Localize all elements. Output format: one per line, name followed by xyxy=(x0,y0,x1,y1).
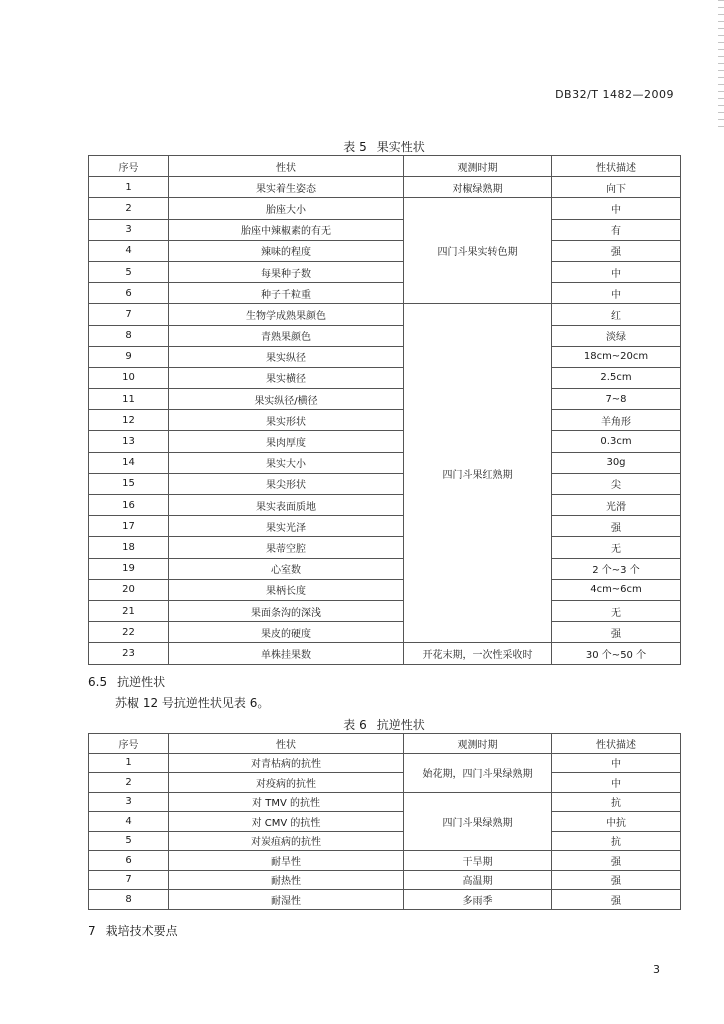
table-row xyxy=(89,851,681,871)
column-header: 观测时期 xyxy=(404,156,552,177)
page-number: 3 xyxy=(653,963,660,976)
table-row xyxy=(89,516,681,537)
description-cell: 羊角形 xyxy=(552,410,681,431)
table-row xyxy=(89,219,681,240)
row-number: 2 xyxy=(89,773,169,793)
row-number: 10 xyxy=(89,367,169,388)
section-title: 抗逆性状 xyxy=(117,675,166,689)
trait-cell: 每果种子数 xyxy=(169,261,404,282)
table-row xyxy=(89,600,681,621)
trait-cell: 果肉厚度 xyxy=(169,431,404,452)
description-cell: 向下 xyxy=(552,177,681,198)
section-heading-6-5 xyxy=(88,673,165,690)
row-number: 6 xyxy=(89,851,169,871)
description-cell: 中 xyxy=(552,283,681,304)
section-number: 6.5 xyxy=(88,675,108,689)
section-heading-7 xyxy=(88,922,178,939)
row-number: 11 xyxy=(89,389,169,410)
trait-cell: 果面条沟的深浅 xyxy=(169,600,404,621)
description-cell: 中 xyxy=(552,753,681,773)
trait-cell: 胎座中辣椒素的有无 xyxy=(169,219,404,240)
row-number: 7 xyxy=(89,870,169,890)
row-number: 5 xyxy=(89,261,169,282)
description-cell: 2 个~3 个 xyxy=(552,558,681,579)
table6-title: 抗逆性状 xyxy=(376,718,425,732)
table5-number: 表 5 xyxy=(343,140,367,154)
row-number: 17 xyxy=(89,516,169,537)
trait-cell: 对 TMV 的抗性 xyxy=(169,792,404,812)
trait-cell: 对炭疽病的抗性 xyxy=(169,831,404,851)
table5 xyxy=(88,155,681,665)
description-cell: 光滑 xyxy=(552,495,681,516)
trait-cell: 单株挂果数 xyxy=(169,643,404,664)
description-cell: 有 xyxy=(552,219,681,240)
row-number: 9 xyxy=(89,346,169,367)
trait-cell: 果柄长度 xyxy=(169,579,404,600)
trait-cell: 果实光泽 xyxy=(169,516,404,537)
row-number: 1 xyxy=(89,177,169,198)
table-row xyxy=(89,870,681,890)
row-number: 14 xyxy=(89,452,169,473)
trait-cell: 胎座大小 xyxy=(169,198,404,219)
row-number: 12 xyxy=(89,410,169,431)
table-row xyxy=(89,261,681,282)
description-cell: 抗 xyxy=(552,792,681,812)
table-row xyxy=(89,495,681,516)
trait-cell: 耐湿性 xyxy=(169,890,404,910)
row-number: 4 xyxy=(89,812,169,832)
row-number: 8 xyxy=(89,325,169,346)
row-number: 16 xyxy=(89,495,169,516)
table-row xyxy=(89,177,681,198)
description-cell: 强 xyxy=(552,890,681,910)
table-row xyxy=(89,240,681,261)
table-row xyxy=(89,537,681,558)
trait-cell: 果实横径 xyxy=(169,367,404,388)
row-number: 13 xyxy=(89,431,169,452)
scan-edge-marks xyxy=(718,0,724,130)
section-number: 7 xyxy=(88,924,96,938)
table-header-row xyxy=(89,156,681,177)
row-number: 23 xyxy=(89,643,169,664)
description-cell: 强 xyxy=(552,851,681,871)
row-number: 20 xyxy=(89,579,169,600)
column-header: 性状描述 xyxy=(552,156,681,177)
trait-cell: 果皮的硬度 xyxy=(169,622,404,643)
row-number: 19 xyxy=(89,558,169,579)
table-row xyxy=(89,452,681,473)
column-header: 序号 xyxy=(89,156,169,177)
table-row xyxy=(89,367,681,388)
table-row xyxy=(89,304,681,325)
table-row xyxy=(89,753,681,773)
description-cell: 红 xyxy=(552,304,681,325)
column-header: 序号 xyxy=(89,734,169,754)
description-cell: 无 xyxy=(552,600,681,621)
description-cell: 中 xyxy=(552,261,681,282)
table-row xyxy=(89,812,681,832)
period-cell: 四门斗果红熟期 xyxy=(404,304,552,643)
description-cell: 强 xyxy=(552,870,681,890)
row-number: 6 xyxy=(89,283,169,304)
trait-cell: 果实纵径/横径 xyxy=(169,389,404,410)
period-cell: 四门斗果绿熟期 xyxy=(404,792,552,851)
trait-cell: 对疫病的抗性 xyxy=(169,773,404,793)
trait-cell: 果实纵径 xyxy=(169,346,404,367)
table-header-row xyxy=(89,734,681,754)
trait-cell: 果实着生姿态 xyxy=(169,177,404,198)
description-cell: 强 xyxy=(552,622,681,643)
table-row xyxy=(89,643,681,664)
description-cell: 4cm~6cm xyxy=(552,579,681,600)
table-row xyxy=(89,890,681,910)
section-paragraph: 苏椒 12 号抗逆性状见表 6。 xyxy=(115,696,270,710)
row-number: 5 xyxy=(89,831,169,851)
table6 xyxy=(88,733,681,910)
table-row xyxy=(89,831,681,851)
description-cell: 中 xyxy=(552,773,681,793)
description-cell: 2.5cm xyxy=(552,367,681,388)
row-number: 18 xyxy=(89,537,169,558)
trait-cell: 果实形状 xyxy=(169,410,404,431)
trait-cell: 果实表面质地 xyxy=(169,495,404,516)
description-cell: 0.3cm xyxy=(552,431,681,452)
row-number: 3 xyxy=(89,219,169,240)
table6-caption xyxy=(88,716,680,733)
row-number: 22 xyxy=(89,622,169,643)
table-row xyxy=(89,473,681,494)
column-header: 性状描述 xyxy=(552,734,681,754)
description-cell: 中抗 xyxy=(552,812,681,832)
period-cell: 始花期，四门斗果绿熟期 xyxy=(404,753,552,792)
period-cell: 干旱期 xyxy=(404,851,552,871)
standard-code: DB32/T 1482—2009 xyxy=(555,88,674,101)
trait-cell: 耐热性 xyxy=(169,870,404,890)
row-number: 21 xyxy=(89,600,169,621)
trait-cell: 果尖形状 xyxy=(169,473,404,494)
description-cell: 中 xyxy=(552,198,681,219)
trait-cell: 心室数 xyxy=(169,558,404,579)
description-cell: 强 xyxy=(552,240,681,261)
description-cell: 30 个~50 个 xyxy=(552,643,681,664)
description-cell: 无 xyxy=(552,537,681,558)
table-row xyxy=(89,346,681,367)
table5-caption xyxy=(88,138,680,155)
period-cell: 高温期 xyxy=(404,870,552,890)
description-cell: 强 xyxy=(552,516,681,537)
section-title: 栽培技术要点 xyxy=(105,924,178,938)
table-row xyxy=(89,410,681,431)
period-cell: 开花末期，一次性采收时 xyxy=(404,643,552,664)
row-number: 7 xyxy=(89,304,169,325)
row-number: 4 xyxy=(89,240,169,261)
row-number: 15 xyxy=(89,473,169,494)
column-header: 观测时期 xyxy=(404,734,552,754)
table-row xyxy=(89,389,681,410)
table-row xyxy=(89,431,681,452)
row-number: 8 xyxy=(89,890,169,910)
table-row xyxy=(89,622,681,643)
description-cell: 尖 xyxy=(552,473,681,494)
trait-cell: 对青枯病的抗性 xyxy=(169,753,404,773)
table5-title: 果实性状 xyxy=(376,140,425,154)
trait-cell: 耐旱性 xyxy=(169,851,404,871)
table6-number: 表 6 xyxy=(343,718,367,732)
table-row xyxy=(89,579,681,600)
description-cell: 抗 xyxy=(552,831,681,851)
description-cell: 30g xyxy=(552,452,681,473)
description-cell: 18cm~20cm xyxy=(552,346,681,367)
table-row xyxy=(89,198,681,219)
table-row xyxy=(89,558,681,579)
table-row xyxy=(89,773,681,793)
trait-cell: 果蒂空腔 xyxy=(169,537,404,558)
trait-cell: 种子千粒重 xyxy=(169,283,404,304)
trait-cell: 辣味的程度 xyxy=(169,240,404,261)
description-cell: 7~8 xyxy=(552,389,681,410)
column-header: 性状 xyxy=(169,734,404,754)
trait-cell: 生物学成熟果颜色 xyxy=(169,304,404,325)
row-number: 1 xyxy=(89,753,169,773)
trait-cell: 果实大小 xyxy=(169,452,404,473)
table-row xyxy=(89,283,681,304)
period-cell: 多雨季 xyxy=(404,890,552,910)
row-number: 2 xyxy=(89,198,169,219)
period-cell: 对椒绿熟期 xyxy=(404,177,552,198)
table-row xyxy=(89,325,681,346)
period-cell: 四门斗果实转色期 xyxy=(404,198,552,304)
trait-cell: 青熟果颜色 xyxy=(169,325,404,346)
description-cell: 淡绿 xyxy=(552,325,681,346)
table-row xyxy=(89,792,681,812)
trait-cell: 对 CMV 的抗性 xyxy=(169,812,404,832)
row-number: 3 xyxy=(89,792,169,812)
column-header: 性状 xyxy=(169,156,404,177)
